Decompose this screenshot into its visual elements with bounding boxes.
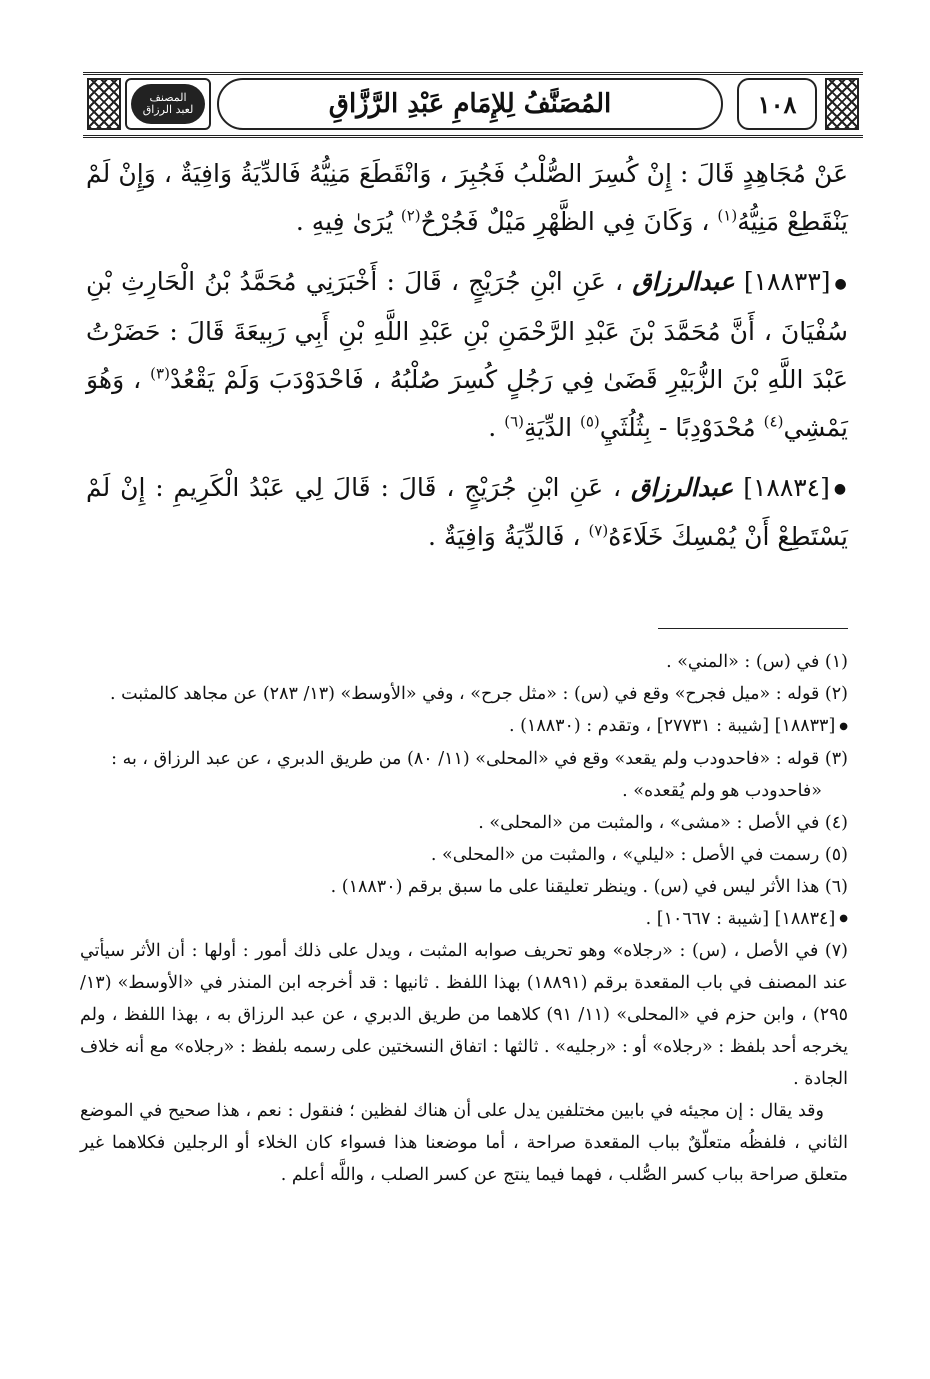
main-text — [86, 150, 848, 573]
page-header — [83, 72, 863, 138]
footnote-separator — [658, 628, 848, 629]
footnote-6: (٦) هذا الأثر ليس في (س) . وينظر تعليقنا على ما سبق برقم (١٨٨٣٠) . — [330, 876, 848, 897]
text-run: ، فَالدِّيَةُ وَافِيَةٌ . — [428, 522, 581, 551]
narrator-signature: عبدالرزاق — [630, 472, 734, 502]
footnote-ref[interactable]: (١) — [717, 206, 738, 225]
ornament-left-icon — [87, 78, 121, 130]
footnote-2: (٢) قوله : «ميل فجرح» وقع في (س) : «مثل جرح» ، وفي «الأوسط» (١٣/ ٢٨٣) عن مجاهد كالمثبت . — [109, 684, 848, 704]
footnote-ref[interactable]: (٢) — [400, 206, 421, 225]
bullet-icon: ● — [834, 275, 848, 292]
bullet-icon: ● — [833, 481, 848, 497]
text-run: ، عَنِ ابْنِ جُرَيْجٍ ، قَالَ : قَالَ لِي عَبْدُ الْكَرِيمِ : إِنْ لَمْ يَسْتَطِعْ أَنْ يُمْسِكَ خَلَاءَهُ — [86, 472, 848, 551]
footnote-4: (٤) في الأصل : «مشى» ، والمثبت من «المحلى» . — [478, 812, 848, 833]
text-run: الدِّيَةِ — [523, 412, 573, 442]
logo-line-1: المصنف — [149, 91, 187, 104]
footnote-3: (٣) قوله : «فاحدودب ولم يقعد» وقع في «المحلى» (١١/ ٨٠) من طريق الدبري ، عن عبد الرزاق ، به : — [111, 748, 848, 769]
text-run: عَنْ مُجَاهِدٍ قَالَ : إِنْ كُسِرَ الصُّلْبُ فَجُبِرَ ، وَانْقَطَعَ مَنِيُّهُ فَالدِّيَةُ وَافِيَةٌ ، وَإِنْ لَمْ يَنْقَطِعْ مَنِيُّهُ — [86, 159, 848, 236]
footnotes — [80, 646, 848, 1191]
footnote-1: (١) في (س) : «المني» . — [666, 652, 848, 672]
divider — [725, 78, 733, 130]
logo-badge-icon — [131, 84, 205, 124]
source-note-18833: ● [١٨٨٣٣] [شيبة : ٢٧٧٣١] ، وتقدم : (١٨٨٣٠) . — [80, 710, 848, 743]
hadith-number: [١٨٨٣٣] — [743, 267, 831, 296]
footnote-7-discussion: وقد يقال : إن مجيئه في بابين مختلفين يدل على أن هناك لفظين ؛ فنقول : نعم ، هذا صحيح في الموضع الثاني ، فلفظُه متعلّقٌ بباب المقعدة صراحة ، أما موضعنا هذا فسواء كان الخلاء أو الرجلين فكلاهما غير متعلق صراحة بباب كسر الصُّلب ، فهما فيما ينتج عن كسر الصلب ، واللَّه أعلم . — [80, 1101, 848, 1185]
page-number: ١٠٨ — [737, 78, 817, 130]
footnote-ref[interactable]: (٧) — [588, 521, 609, 540]
footnote-ref[interactable]: (٤) — [763, 412, 784, 431]
text-run: ، وَهُوَ يَمْشِي — [86, 364, 848, 442]
text-run: ، عَنِ ابْنِ جُرَيْجٍ ، قَالَ : أَخْبَرَنِي مُحَمَّدُ بْنُ الْحَارِثِ بْنِ سُفْيَانَ ، أَنَّ مُحَمَّدَ بْنَ عَبْدِ الرَّحْمَنِ بْنِ عَبْدِ اللَّهِ بْنِ أَبِي رَبِيعَةَ قَالَ : حَضَرْتُ عَبْدَ اللَّهِ بْنَ الزُّبَيْرِ قَضَىٰ فِي رَجُلٍ كُسِرَ صُلْبُهُ ، فَاحْدَوْدَبَ وَلَمْ يَقْعُدْ — [86, 267, 848, 394]
text-run: يُرَىٰ فِيهِ . — [295, 207, 393, 236]
footnote-ref[interactable]: (٣) — [150, 364, 170, 383]
book-logo — [125, 78, 211, 130]
logo-line-2: لعبد الرزاق — [142, 103, 194, 116]
source-note-18834: ● [١٨٨٣٤] [شيبة : ١٠٦٦٧] . — [80, 903, 848, 936]
running-title: المُصَنَّفُ لِلإِمَامِ عَبْدِ الرَّزَّاقِ — [217, 78, 723, 130]
text-run: . — [488, 412, 497, 442]
narrator-signature: عبدالرزاق — [632, 267, 735, 296]
paragraph-1 — [86, 150, 848, 246]
ornament-right-icon — [825, 78, 859, 130]
footnote-7: (٧) في الأصل ، (س) : «رجلاه» وهو تحريف صوابه المثبت ، ويدل على ذلك أمور : أولها : أن الأثر سيأتي عند المصنف في باب المقعدة برقم (١٨٨٩١) بهذا اللفظ . ثانيها : قد أخرجه ابن المنذر في «الأوسط» (١٣/ ٢٩٥) ، وابن حزم في «المحلى» (١١/ ٩١) كلاهما من طريق الدبري ، عن عبد الرزاق به ، بهذا اللفظ ، ولم يخرجه أحد بلفظ : «رجلاه» أو : «رجليه» . ثالثها : اتفاق النسختين على رسمه بلفظ : «رجلاه» مع أنه خلاف الجادة . — [80, 941, 848, 1089]
footnote-3-continued: «فاحدودب هو ولم يُقعده» . — [622, 780, 822, 801]
paragraph-18833 — [86, 258, 848, 452]
hadith-number: [١٨٨٣٤] — [743, 472, 830, 502]
footnote-ref[interactable]: (٥) — [579, 412, 600, 431]
footnote-5: (٥) رسمت في الأصل : «ليلي» ، والمثبت من «المحلى» . — [430, 844, 848, 865]
paragraph-18834 — [86, 464, 848, 562]
text-run: مُحْدَوْدِبًا - بِثُلُثَيِ — [599, 412, 756, 442]
footnote-ref[interactable]: (٦) — [504, 412, 524, 431]
text-run: ، وَكَانَ فِي الظَّهْرِ مَيْلٌ فَجُرْحٌ — [420, 207, 710, 236]
